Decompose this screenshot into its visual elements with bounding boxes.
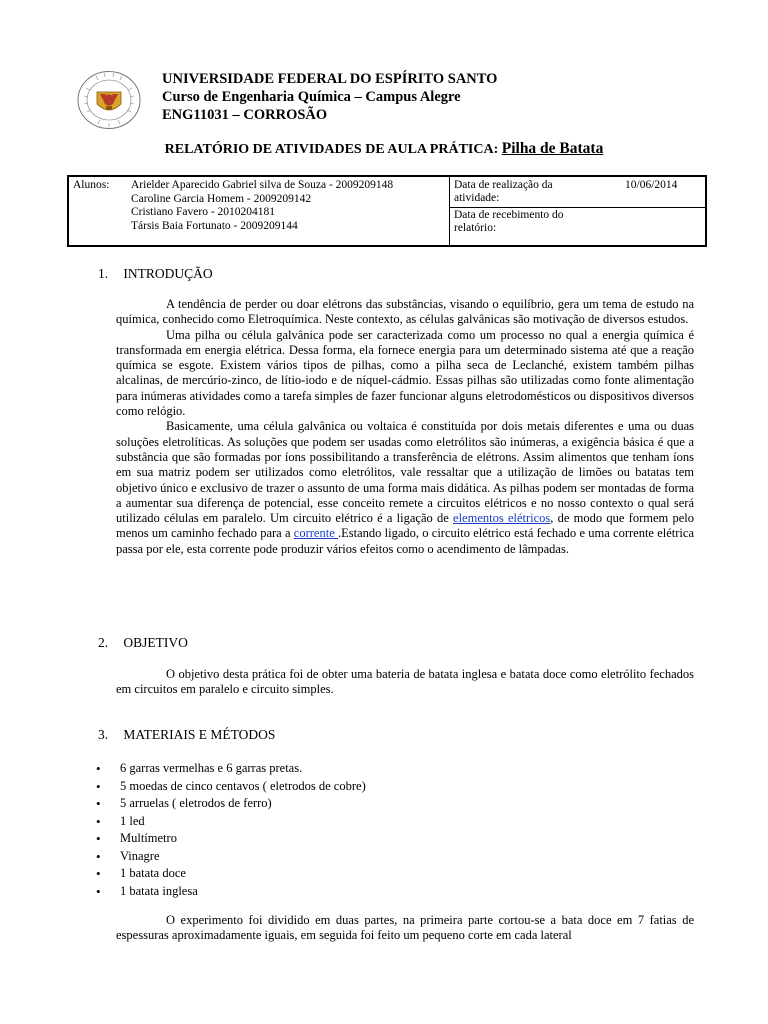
section-heading-objective — [98, 635, 188, 651]
student-name: Cristiano Favero - 2010204181 — [131, 206, 276, 218]
activity-date-value: 10/06/2014 — [625, 179, 678, 191]
section-title: OBJETIVO — [123, 635, 188, 650]
students-label: Alunos: — [73, 179, 110, 191]
student-name: Caroline Garcia Homem - 2009209142 — [131, 192, 312, 205]
link-corrente[interactable]: corrente — [293, 526, 338, 541]
students-cell — [69, 177, 449, 245]
intro-paragraph — [116, 419, 694, 557]
cell-divider — [450, 207, 706, 208]
dates-cell — [449, 177, 706, 245]
section-number: 2. — [98, 635, 109, 650]
list-item: • 1 batata inglesa — [94, 883, 366, 901]
info-table — [67, 175, 707, 247]
report-title-prefix: RELATÓRIO DE ATIVIDADES DE AULA PRÁTICA: — [164, 142, 499, 157]
section-heading-intro — [98, 266, 213, 282]
intro-text: .Estando ligado, o circuito elétrico está fechado e uma corrente elétrica passa por ele, esta corrente pode produzir vários efeitos como o acendimento de lâmpadas. — [116, 526, 694, 556]
list-item: • 5 moedas de cinco centavos ( eletrodos de cobre) — [94, 778, 366, 796]
student-name: Arielder Aparecido Gabriel silva de Souza - 2009209148 — [131, 179, 394, 191]
activity-date-label: Data de realização da atividade: — [454, 179, 553, 204]
methods-paragraph: O experimento foi dividido em duas partes, na primeira parte cortou-se a bata doce em 7 fatias de espessuras aproximadamente iguais, em seguida foi feito um pequeno corte em cada lateral — [116, 913, 694, 943]
section-heading-methods — [98, 727, 275, 743]
list-item: • 5 arruelas ( eletrodos de ferro) — [94, 795, 366, 813]
report-title — [0, 140, 768, 158]
objective-body — [116, 667, 694, 698]
list-item: • Vinagre — [94, 848, 366, 866]
university-seal-icon — [76, 70, 142, 130]
section-title: MATERIAIS E MÉTODOS — [123, 727, 276, 742]
intro-text: Basicamente, uma célula galvânica ou voltaica é constituída por dois metais diferentes e uma ou duas soluções eletrolíticas. As soluções que podem ser usadas como eletrólitos são inúmeras, a exigência básica é que a substância que são formadas por íons possibilitando a transferência de elétrons. Assim alimentos que tenham íons em sua matriz podem ser utilizados como eletrólitos, vale ressaltar que a utilização de limões ou batatas tem objetivo único e exclusivo de trazer o assunto de uma forma mais didática. As pilhas podem ser montadas de forma a aumentar sua diferença de potencial, esse conceito remete a circuitos elétricos e no nosso contexto o qual será utilizado células em paralelo. Um circuito elétrico é a ligação de — [116, 419, 694, 526]
intro-paragraph: Uma pilha ou célula galvânica pode ser caracterizada como um processo no qual a energia química é transformada em energia elétrica. Dessa forma, ela fornece energia para um determinado sistema até que a reação química se esgote. Existem vários tipos de pilhas, como a pilha seca de Leclanché, existem também pilhas alcalinas, de mercúrio-zinco, de lítio-iodo e de níquel-cádmio. Essas pilhas são utilizadas como fonte alimentação para inúmeras atividades como a tarefa simples de fazer funcionar alguns eletrodomésticos ou dispositivos diversos como relógio. — [116, 327, 694, 419]
intro-body — [116, 297, 694, 557]
intro-paragraph: A tendência de perder ou doar elétrons das substâncias, visando o equilíbrio, gera um tema de estudo na química, conhecido como Eletroquímica. Neste contexto, as células galvânicas são motivação de diversos estudos. — [116, 297, 694, 327]
university-name: UNIVERSIDADE FEDERAL DO ESPÍRITO SANTO — [162, 71, 498, 87]
students-list — [131, 179, 393, 233]
materials-list — [94, 760, 366, 900]
intro-text: , de modo que formem pelo menos um caminho fechado para a — [116, 511, 694, 541]
list-item: • 1 led — [94, 813, 366, 831]
course-name: Curso de Engenharia Química – Campus Alegre — [162, 89, 461, 105]
discipline-name: ENG11031 – CORROSÃO — [162, 107, 328, 123]
report-topic: Pilha de Batata — [501, 140, 604, 157]
student-name: Társis Baia Fortunato - 2009209144 — [131, 219, 298, 232]
section-number: 1. — [98, 266, 109, 281]
letterhead — [76, 70, 696, 130]
methods-body — [116, 913, 694, 944]
list-item: • 6 garras vermelhas e 6 garras pretas. — [94, 760, 366, 778]
receipt-date-label: Data de recebimento do relatório: — [454, 209, 564, 234]
objective-paragraph: O objetivo desta prática foi de obter uma bateria de batata inglesa e batata doce como eletrólito fechados em circuitos em paralelo e circuito simples. — [116, 667, 694, 697]
section-number: 3. — [98, 727, 109, 742]
section-title: INTRODUÇÃO — [123, 266, 213, 281]
list-item: • Multímetro — [94, 830, 366, 848]
link-elementos-eletricos[interactable]: elementos elétricos — [453, 511, 551, 526]
list-item: • 1 batata doce — [94, 865, 366, 883]
